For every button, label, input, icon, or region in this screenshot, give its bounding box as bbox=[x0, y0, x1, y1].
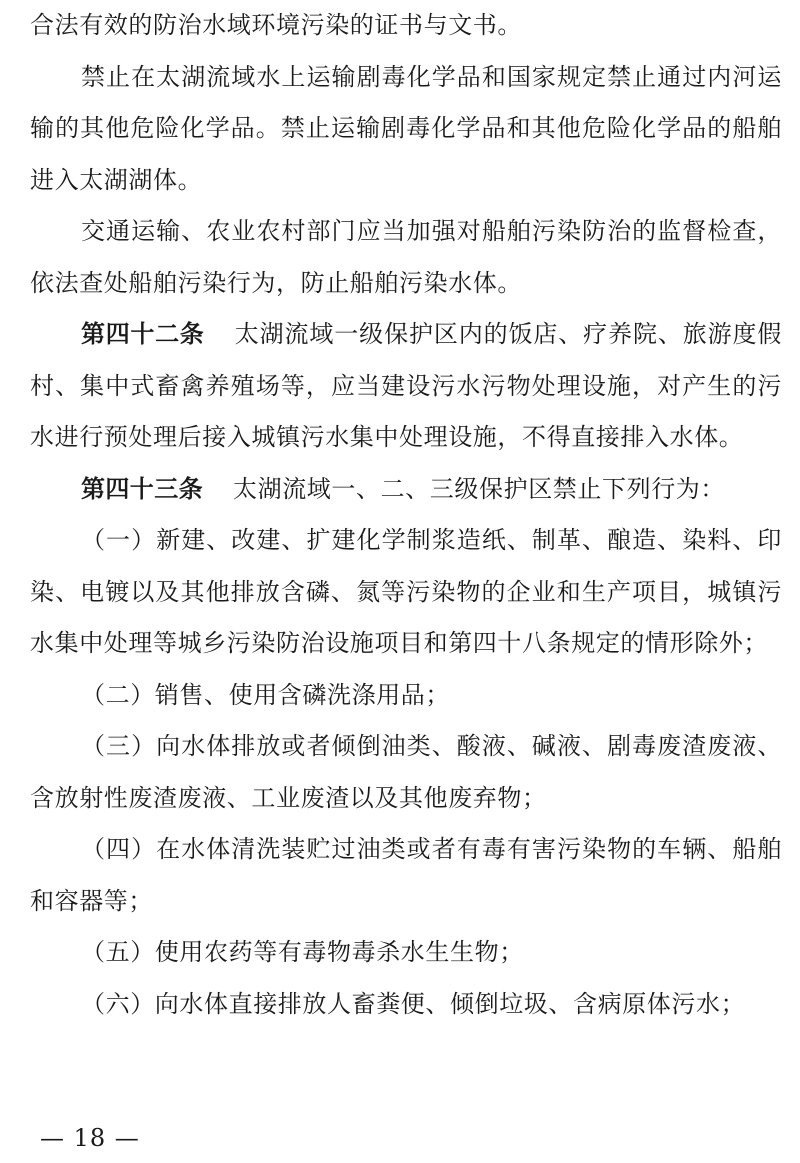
page-number: — 18 — bbox=[40, 1124, 140, 1152]
article-number: 第四十三条 bbox=[81, 474, 203, 503]
document-page bbox=[30, 0, 782, 1030]
list-item-5 bbox=[30, 927, 782, 979]
list-item-text: （四）在水体清洗装贮过油类或者有毒有害污染物的车辆、船舶和容器等； bbox=[30, 835, 782, 915]
list-item-4 bbox=[30, 824, 782, 927]
list-item-text: （一）新建、改建、扩建化学制浆造纸、制革、酿造、染料、印染、电镀以及其他排放含磷、氮等污染物的企业和生产项目，城镇污水集中处理等城乡污染防治设施项目和第四十八条规定的情形除外； bbox=[30, 526, 782, 657]
list-item-6 bbox=[30, 979, 782, 1031]
paragraph-transport-ban bbox=[30, 52, 782, 207]
list-item-2 bbox=[30, 670, 782, 722]
article-42 bbox=[30, 309, 782, 464]
paragraph-text: 禁止在太湖流域水上运输剧毒化学品和国家规定禁止通过内河运输的其他危险化学品。禁止运输剧毒化学品和其他危险化学品的船舶进入太湖湖体。 bbox=[30, 62, 782, 194]
article-text: 太湖流域一、二、三级保护区禁止下列行为： bbox=[233, 474, 725, 503]
paragraph-text: 交通运输、农业农村部门应当加强对船舶污染防治的监督检查，依法查处船舶污染行为，防止船舶污染水体。 bbox=[30, 217, 782, 297]
paragraph-supervision bbox=[30, 206, 782, 309]
list-item-text: （六）向水体直接排放人畜粪便、倾倒垃圾、含病原体污水； bbox=[81, 989, 746, 1018]
article-43 bbox=[30, 464, 782, 516]
list-item-1 bbox=[30, 515, 782, 670]
article-number: 第四十二条 bbox=[81, 320, 205, 348]
list-item-3 bbox=[30, 721, 782, 824]
paragraph-continuation bbox=[30, 0, 782, 52]
list-item-text: （三）向水体排放或者倾倒油类、酸液、碱液、剧毒废渣废液、含放射性废渣废液、工业废渣以及其他废弃物； bbox=[30, 732, 782, 812]
article-text: 太湖流域一级保护区内的饭店、疗养院、旅游度假村、集中式畜禽养殖场等，应当建设污水污物处理设施，对产生的污水进行预处理后接入城镇污水集中处理设施，不得直接排入水体。 bbox=[30, 320, 783, 451]
paragraph-text: 合法有效的防治水域环境污染的证书与文书。 bbox=[30, 11, 522, 39]
list-item-text: （二）销售、使用含磷洗涤用品； bbox=[81, 680, 450, 709]
list-item-text: （五）使用农药等有毒物毒杀水生生物； bbox=[81, 938, 524, 966]
